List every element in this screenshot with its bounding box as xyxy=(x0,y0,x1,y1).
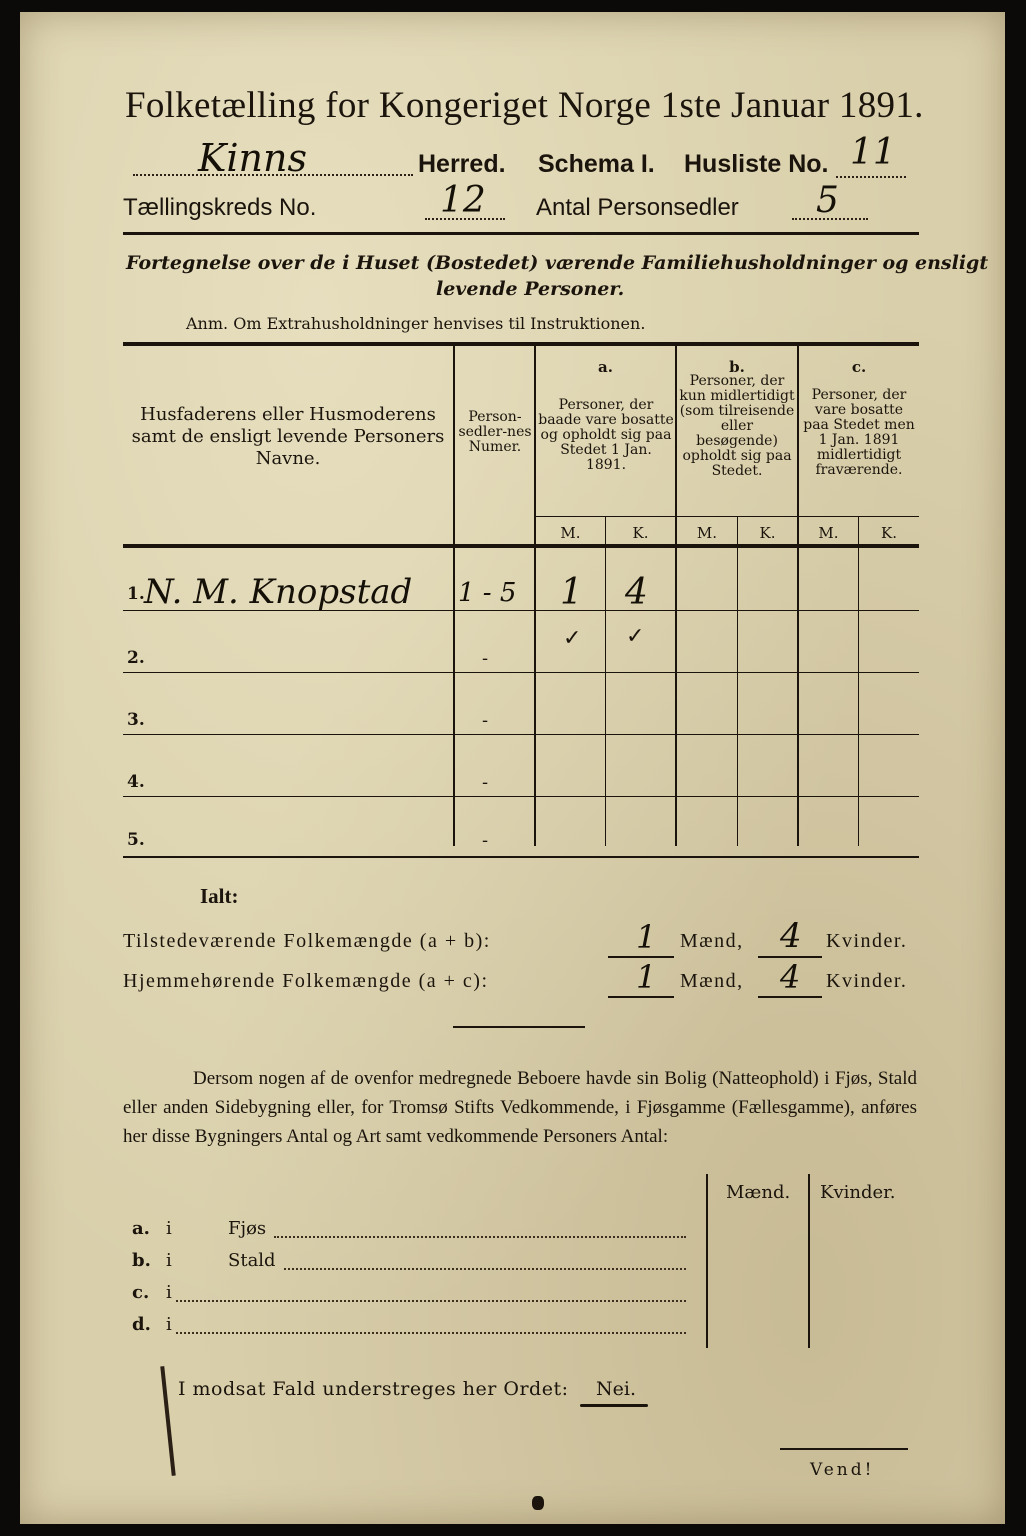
row-5-numer: - xyxy=(482,830,489,851)
ialt-label: Ialt: xyxy=(200,884,239,908)
building-a-prep: i xyxy=(166,1218,172,1239)
tilstede-kvinder-word: Kvinder. xyxy=(826,930,908,952)
hjemme-kvinder: 4 xyxy=(780,958,801,996)
row-4-numer: - xyxy=(482,772,489,793)
intro-line-2: levende Personer. xyxy=(436,278,625,300)
row-1-a-k: 4 xyxy=(625,572,648,613)
separator-rule xyxy=(453,1026,585,1028)
tilstede-maend: 1 xyxy=(636,918,657,956)
herred-label: Herred. xyxy=(418,150,506,178)
row-line-3 xyxy=(123,734,919,735)
col-rule-numer xyxy=(534,346,536,846)
nei-word: Nei. xyxy=(596,1378,636,1400)
row-2-number: 2. xyxy=(127,648,145,668)
hjemme-maend-line xyxy=(608,996,674,998)
buildings-col-rule-1 xyxy=(706,1174,708,1348)
header-rule xyxy=(123,232,919,235)
building-b-leader xyxy=(284,1268,686,1270)
husliste-label: Husliste No. xyxy=(684,150,829,178)
b-k-label: K. xyxy=(759,524,776,542)
antal-value: 5 xyxy=(816,180,839,221)
row-line-2 xyxy=(123,672,919,673)
row-line-5 xyxy=(123,856,919,858)
building-a-label: Fjøs xyxy=(228,1218,267,1239)
row-line-4 xyxy=(123,796,919,797)
c-k-label: K. xyxy=(881,524,897,542)
row-1-numer: 1 - 5 xyxy=(458,578,517,608)
building-d-leader xyxy=(176,1332,686,1334)
row-4-number: 4. xyxy=(127,772,145,792)
building-b-letter: b. xyxy=(132,1250,151,1271)
building-b-prep: i xyxy=(166,1250,172,1271)
buildings-kvinder-head: Kvinder. xyxy=(820,1182,896,1203)
row-1-check-m: ✓ xyxy=(563,626,582,651)
table-top-rule xyxy=(123,342,919,346)
tilstede-label: Tilstedeværende Folkemængde (a + b): xyxy=(123,930,491,952)
building-c-prep: i xyxy=(166,1282,172,1303)
col-rule-a xyxy=(675,346,677,846)
col-head-numer: Person-sedler-nes Numer. xyxy=(458,409,532,455)
census-form-sheet xyxy=(20,12,1005,1524)
col-head-b: Personer, der kun midlertidigt (som tilreisende eller besøgende) opholdt sig paa Stedet. xyxy=(679,373,795,479)
col-head-names: Husfaderens eller Husmoderens samt de ensligt levende Personers Navne. xyxy=(131,404,445,469)
building-c-leader xyxy=(176,1300,686,1302)
c-m-label: M. xyxy=(818,524,839,542)
b-m-label: M. xyxy=(696,524,718,542)
buildings-col-rule-2 xyxy=(808,1174,810,1348)
hjemme-kvinder-line xyxy=(758,996,822,998)
tilstede-kvinder: 4 xyxy=(780,916,802,956)
husliste-value: 11 xyxy=(850,132,896,173)
building-a-leader xyxy=(274,1236,686,1238)
anm-note: Anm. Om Extrahusholdninger henvises til Instruktionen. xyxy=(186,314,646,333)
modsat-text: I modsat Fald understreges her Ordet: xyxy=(178,1378,569,1400)
row-1-number: 1. xyxy=(127,584,145,604)
intro-line-1: Fortegnelse over de i Huset (Bostedet) værende Familiehusholdninger og ensligt xyxy=(126,252,989,274)
row-5-number: 5. xyxy=(127,830,145,850)
vend-text: Vend! xyxy=(810,1460,875,1480)
buildings-paragraph: Dersom nogen af de ovenfor medregnede Beboere havde sin Bolig (Natteophold) i Fjøs, Stald eller anden Sidebygning eller, for Tromsø Stifts Vedkommende, i Fjøsgamme (Fællesgamme), anføres her disse Bygningers Antal og Art samt vedkommende Personers Antal: xyxy=(123,1068,917,1147)
col-rule-b xyxy=(797,346,799,846)
kreds-label: Tællingskreds No. xyxy=(123,194,317,221)
row-1-name: N. M. Knopstad xyxy=(144,572,413,612)
schema-label: Schema I. xyxy=(538,150,655,178)
building-b-label: Stald xyxy=(228,1250,276,1271)
vend-rule xyxy=(780,1448,908,1450)
herred-value: Kinns xyxy=(198,136,307,180)
row-3-number: 3. xyxy=(127,710,145,730)
mk-rule xyxy=(536,516,919,517)
tilstede-maend-word: Mænd, xyxy=(680,930,744,952)
a-k-label: K. xyxy=(632,524,649,542)
table-head-rule xyxy=(123,544,919,548)
col-head-a: Personer, der baade vare bosatte og opholdt sig paa Stedet 1 Jan. 1891. xyxy=(538,397,674,473)
building-c-letter: c. xyxy=(132,1282,150,1303)
col-head-b-letter: b. xyxy=(729,358,745,376)
a-m-label: M. xyxy=(560,524,581,542)
col-head-c: Personer, der vare bosatte paa Stedet men 1 Jan. 1891 midlertidigt fraværende. xyxy=(803,387,915,478)
ink-stroke xyxy=(160,1366,175,1476)
hjemme-kvinder-word: Kvinder. xyxy=(826,970,908,992)
row-1-a-m: 1 xyxy=(560,572,583,613)
buildings-maend-head: Mænd. xyxy=(726,1182,791,1203)
ink-blot xyxy=(532,1496,544,1510)
row-3-numer: - xyxy=(482,710,489,731)
nei-underline xyxy=(580,1404,648,1407)
row-1-check-k: ✓ xyxy=(626,624,645,649)
row-2-numer: - xyxy=(482,648,489,669)
hjemme-maend: 1 xyxy=(636,958,657,996)
antal-label: Antal Personsedler xyxy=(536,194,739,221)
building-a-letter: a. xyxy=(132,1218,150,1239)
building-d-prep: i xyxy=(166,1314,172,1335)
hjemme-label: Hjemmehørende Folkemængde (a + c): xyxy=(123,970,489,992)
form-title: Folketælling for Kongeriget Norge 1ste Januar 1891. xyxy=(125,85,924,126)
kreds-value: 12 xyxy=(440,180,486,221)
building-d-letter: d. xyxy=(132,1314,151,1335)
col-head-c-letter: c. xyxy=(851,358,867,376)
hjemme-maend-word: Mænd, xyxy=(680,970,744,992)
col-head-a-letter: a. xyxy=(598,358,613,376)
husliste-dotted-line xyxy=(836,174,906,178)
col-rule-names xyxy=(453,346,455,846)
